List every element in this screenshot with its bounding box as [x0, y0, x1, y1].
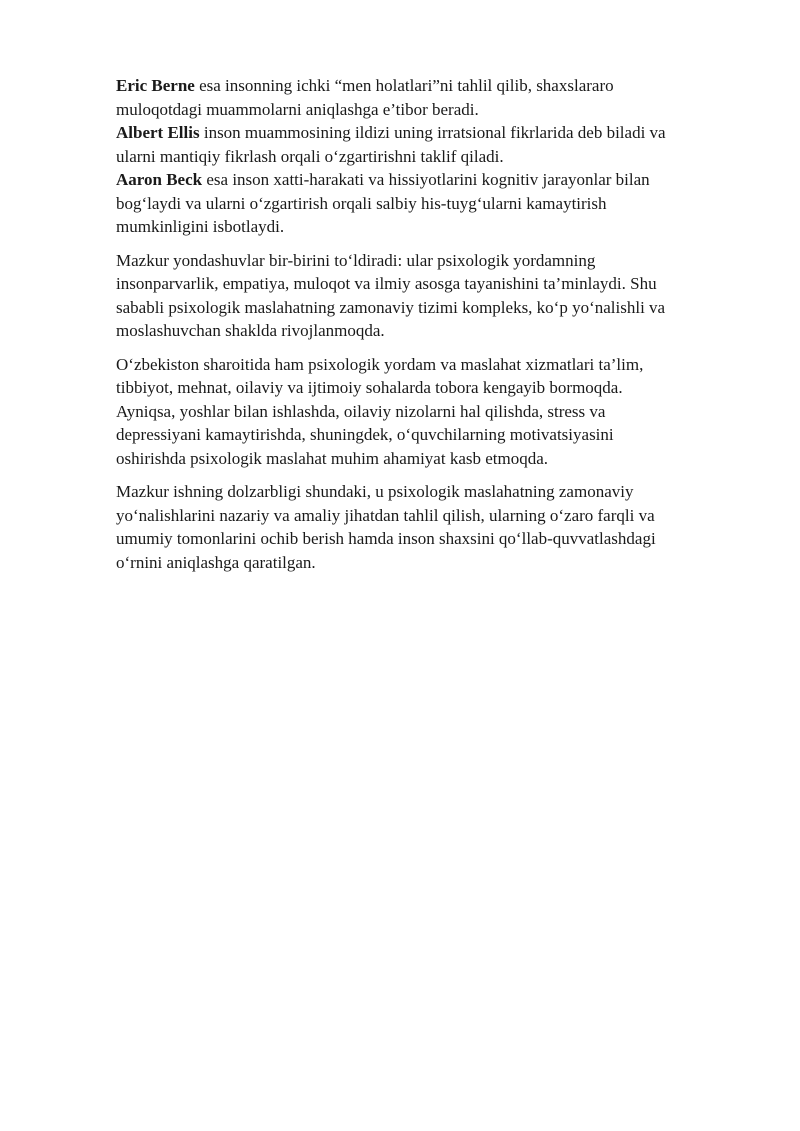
text-fragment: esa insonning ichki “men holatlari”ni tahlil qilib, shaxslararo	[194, 76, 614, 95]
theorist-name-ellis: Albert Ellis	[116, 123, 200, 142]
theorist-name-berne: Eric Berne	[116, 76, 195, 95]
text-line: umumiy tomonlarini ochib berish hamda inson shaxsini qo‘llab-quvvatlashdagi	[116, 529, 656, 548]
text-line: mumkinligini isbotlaydi.	[116, 217, 285, 236]
text-line	[116, 168, 736, 192]
text-line	[116, 74, 736, 98]
text-line: depressiyani kamaytirishda, shuningdek, o‘quvchilarning motivatsiyasini	[116, 425, 614, 444]
text-line: Ayniqsa, yoshlar bilan ishlashda, oilaviy nizolarni hal qilishda, stress va	[116, 401, 606, 421]
theorists-paragraph	[116, 74, 736, 239]
text-line: bog‘laydi va ularni o‘zgartirish orqali salbiy his-tuyg‘ularni kamaytirish	[116, 193, 607, 213]
text-line: sababli psixologik maslahatning zamonaviy tizimi kompleks, ko‘p yo‘nalishli va	[116, 297, 666, 317]
text-line: O‘zbekiston sharoitida ham psixologik yordam va maslahat xizmatlari ta’lim,	[116, 354, 644, 374]
text-line: muloqotdagi muammolarni aniqlashga e’tibor beradi.	[116, 99, 479, 119]
text-line: yo‘nalishlarini nazariy va amaliy jihatdan tahlil qilish, ularning o‘zaro farqli va	[116, 505, 655, 525]
text-line	[116, 121, 736, 145]
text-line: o‘rnini aniqlashga qaratilgan.	[116, 552, 316, 572]
text-line: ularni mantiqiy fikrlash orqali o‘zgartirishni taklif qiladi.	[116, 146, 504, 166]
text-line: Mazkur ishning dolzarbligi shundaki, u psixologik maslahatning zamonaviy	[116, 482, 634, 501]
text-line: moslashuvchan shaklda rivojlanmoqda.	[116, 321, 385, 340]
text-line: Mazkur yondashuvlar bir-birini to‘ldiradi: ular psixologik yordamning	[116, 250, 596, 270]
theorist-name-beck: Aaron Beck	[116, 170, 203, 189]
text-fragment: esa inson xatti-harakati va hissiyotlarini kognitiv jarayonlar bilan	[202, 170, 650, 189]
text-line: insonparvarlik, empatiya, muloqot va ilmiy asosga tayanishini ta’minlaydi. Shu	[116, 274, 657, 293]
body-paragraph-complementary	[116, 249, 736, 343]
text-fragment: inson muammosining ildizi uning irratsional fikrlarida deb biladi va	[199, 123, 666, 142]
body-paragraph-uzbekistan	[116, 353, 736, 471]
body-paragraph-relevance	[116, 480, 736, 574]
text-line: tibbiyot, mehnat, oilaviy va ijtimoiy sohalarda tobora kengayib bormoqda.	[116, 378, 623, 397]
document-page	[116, 74, 736, 584]
text-line: oshirishda psixologik maslahat muhim ahamiyat kasb etmoqda.	[116, 448, 549, 468]
